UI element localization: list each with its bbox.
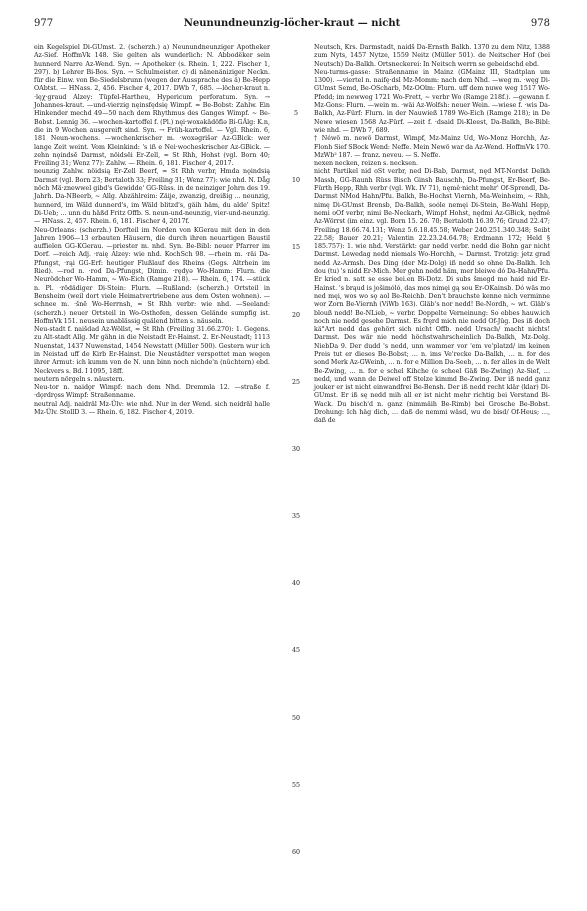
page-header [34, 18, 550, 34]
line-number: 45 [291, 647, 300, 654]
entry-paragraph: neunzig Zahlw. nöidsią Er-Zell Beerf, ≈ St Rhh verbr, Hmda nǫindsią Darmst (vgl. Born 23; Bertaloth 33; Freiling 31; Wenz 77): wie nhd. N. Dåg nöch Mä·znewwel gibd's Gewidde' GG-Rüss. in de neinziger Johrn des 19. Jahrh. Da-NBeerb, ~ Allg. Abzählreim: Zäije, zwanzig, dreißig … neunzig, hunnerd, im Wäld dunnerd's, im Wäld blitzd's, gäih häm, du alde' Spitz! Di-Ueb; … unn du häßd Fritz Offb. S. neun-und-neunzig, vier-und-neunzig. — HNass. 2, 457. Rhein. 6, 181. Fischer 4, 2017f. [34, 168, 270, 226]
line-number: 55 [291, 782, 300, 789]
left-column [34, 44, 270, 417]
line-number: 60 [291, 849, 300, 856]
entry-paragraph: ein Kegelspiel Di-GUmst. 2. (scherzh.) a) Neunundneunziger Apotheker Az-Sief. HoffmVk 148. Sie gelten als wunderlich: N. Abbodëker sein hunnerd Narre Az-Wend. Syn. → Apotheker (s. Rhein. 1, 222. Fischer 1, 297). b) Lehrer Bi-Bos. Syn. → Schulmeister. c) di nänenäniziger Neckn. für die Einw. von Be-Siedelsbrunn (wegen der Aussprache des ä) Be-Hepp OAbtst. — HNass. 2, 456. Fischer 4, 2017. DWb 7, 685. —löcher-kraut n. ·lęχ·graud Alzey: Tüpfel-Hartheu, Hypericum perforatum. Syn. → Johannes-kraut. —und-vierzig nęinsfędsię Wimpf. ≈ Be-Bobst: Zahlw. Ein Hinkender mechd 49—50 nach dem Rhythmus des Ganges Wimpf. ~ Be-Bobst. Lennig 36. —wochen-kartoffel f. (Pl.) nęi·woxəkädöflə Bi-GÄlg: K.n, die in 9 Wochen ausgereift sind. Syn. → Früh-kartoffel. — Vgl. Rhein. 6, 181 Neun-wochens. —wochenkrischer m. ·woxəgrišər Az-GBick: wer lange Zeit weint. Vom Kleinkind: 's iß e Nei·wocheskrischer Az-GBick. —zehn nǫindsē Darmst, nöidsēi Er-Zell, ≈ St Rhh, Hohst (vgl. Born 40; Freiling 31; Wenz 77): Zahlw. — Rhein. 6, 181. Fischer 4, 2017. [34, 44, 270, 168]
entry-paragraph: Neu-tor n. naidǫr Wimpf: nach dem Nhd. Dremmla 12. —straße f. ·dǫrdrǫss Wimpf: Straßenname. [34, 384, 270, 400]
entry-paragraph: Neu-turms-gasse: Straßenname in Mainz (GMainz III, Stadtplan um 1300). —viertel n. naifę·dsl Mz-Momm: nach dem Nhd. —weg m. ·węg Di-GUmst Semd, Be-OScharb, Mz-OOlm: Flurn. uff dem nuwe weg 1517 Wo-Pfedd; im newweg 1721 Wo-Frett, ~ verbr Wo (Ramge 218f.). —gewann f. Mz-Gons: Flurn. —wein m. ·wäi Az-Wolfsh: neuer Wein. —wiese f. ·wis Da-Balkh, Az-Fürf: Flurn. in der Nauwieß 1789 Wo-Eich (Ramge 218); in De Newe wiesen 1568 Az-Fürf. —zeit f. ·dsaid Di-Kleest, Da-Balkh, Be-Bibl: wie nhd. — DWb 7, 689. [314, 68, 550, 134]
line-number: 40 [291, 580, 300, 587]
line-number: 50 [291, 715, 300, 722]
line-number: 35 [291, 513, 300, 520]
entry-paragraph: nicht Partikel nid oSt verbr, ned Di-Bab, Darmst, nęd MT-Nordst Delkh Massh, GG-Raunh Rüss Bisch Ginsh Bauschh, Da-Pfungst, Er-Beerf, Be-Fürth Hepp, Rhh verbr (vgl. Wk. IV 71), nęmě·nicht mehr' Of-Sprendl, Da-Darmst NMod Hahn/Pfu. Balkh, Be-Hochst Viernh, Ma-Weinheim, ~ Rhh, nimę Di-GUmst Brensb, Da-Balkh, soóle nemęi Di-Stein, Be-Wahl Hepp, nemi oOf verbr, nimi Be-Neckarh, Wimpf Hohst, nędmi Az-GBick, nędmě Az-Wörrst (im einz. vgl. Born 15. 26. 70; Bertaloth 16.39.76; Grund 22.47; Freiling 18.66.74.131; Wenz 5.6.18.45.58; Weber 240.251.340.348; Seibt 22.58; Bauer 20.21; Valentin 22.23.24.64.78; Erdmann 172; Held § 185.757): 1. wie nhd. Verstärkt: gar nedd verbr. nedd die Bohn gar nicht Darmst. Lewedag nedd niemals Wo-Horchh, ~ Darmst. Trotzig: jetz grad nedd Az-Armsh. Des Ding (der Mz-Dolg) iß nedd so ohne Da-Balkh. Ich dou (tu) 's nidd Er-Mich. Mer gehn nedd häm, mer bleiwe dó Da-Hahn/Pfu. Er kried n. satt se esse bei.en Bi-Dotz. Di subs šmegd mo haid nid Er-Hainst. 's brąud is jošimóló, das mos nimęi gą sou Er-OKainsb. Dó wäs mo ned męi, wos wo sǫ aol Be-Reichb. Den't brauchste kenne nich verminne wor Zorn Be-Viernh (ViWb 163). Gläb's nor nedd! Be-Nordh, ~ wt. Gläb's blouß nedd! Be-NLieb, ~ verbr. Doppelte Verneinung: So ebbes hauw.ich noch nie nedd gesehe Darmst. Es fręrd mich nie nedd Of-Jüg. Des iß doch kä°Art nedd das gehört sich nicht Offb. nedd Ursach/ macht nichts! Darmst. Des wär nie nedd höchstwahrscheinlich Da-Balkh, Mz-Dolg. NiebDa 9. Der dudd 's nedd, unn wammer vor 'em ve'platzd/ im keinen Preis tut er dieses Be-Bobst; … n. ims Ve'recke Da-Balkh, … n. for des sond Merk Az-GWeinh, … n. for e Million Da-Seeb, … n. fer alles in de Welt Be-Zwing, … n. for e schel Kihche (e scheel Gäß Be-Zwing) Az-Sief, … nedd, und wann de Deiwel off Stelze kimmd Be-Zwing. Der iß nedd ganz jouker er ist nicht einwandfrei Be-Bensh. Der iß nedd recht klär (klar) Di-GUmst. Er iß sę nedd mih all er ist nicht mehr richtig bei Verstand Bi-Wack. Du bisch'd n. ganz (nimmäih Be-Rimb) bei Grosche Be-Bobst. Drohung: Ich häg dich, … daß de nemmi wäsd, wu de bisd/ Of-Heus; …, daß de [314, 168, 550, 425]
page-number-left: 977 [34, 18, 54, 29]
running-title: Neunundneunzig-löcher-kraut — nicht [183, 18, 401, 29]
entry-paragraph: Neutsch, Krs. Darmstadt, naidš Da-Ernsth Balkh. 1370 zu dem Nitz, 1388 zum Nyts, 1457 Nytze, 1559 Neitz (Müller 501). de Neitscher Hof (bei Neutsch) Da-Balkh. Ortsneckerei: In Neitsch werrn se gebeidschd ebd. [314, 44, 550, 68]
line-number-gutter [286, 44, 306, 864]
entry-paragraph: † Néwö m. newö Darmst, Wimpf, Mz-Mainz Ud, Wo-Monz Horchh, Az-Flonh Sief SBock Wend: Neffe. Mein Newö war da Az-Wend. HoffmVk 170. MzWb² 187. — franz. neveu. — S. Neffe. [314, 135, 550, 159]
entry-paragraph: neutern nörgeln s. näustern. [34, 375, 125, 383]
entry-paragraph: nexen necken, reizen s. necksen. [314, 160, 419, 168]
line-number: 5 [293, 110, 298, 117]
right-column [314, 44, 550, 426]
line-number: 20 [291, 312, 300, 319]
line-number: 10 [291, 177, 300, 184]
page-number-right: 978 [530, 18, 550, 29]
entry-paragraph: Neu-Orleans: (scherzh.) Dorfteil im Norden von KGerau mit den in den Jahren 1906—13 erbauten Häusern, die durch ihren neuartigen Baustil auffielen GG-KGerau. —priester m. nhd. Syn. Be-Bibl: neuer Pfarrer im Dorf. —reich Adj. ·raię Alzey: wie nhd. KochSch 98. —rhein m. ·räi Da-Pfungst, ·rąi GG-Erf: heutiger Flußlauf des Rheins (Gegs. Altrhein im Ried). —rod n. ·rod Da-Pfungst, Dimin. ·rędyə Wo-Hamm: Flurn. die Neurödcher Wo-Hamm, ~ Wo-Eich (Ramge 218). — Rhein. 6, 174. —stück n. Pl. ·rödädiger Di-Stein: Flurn. —Rußland: (scherzh.) Ortsteil in Bensheim (weil dort viele Heimatvertriebene aus dem Osten wohnen). —schnee m. ·šnē Wo-Herrnsh, ≈ St Rhh verbr: wie nhd. —Seeland: (scherzh.) neuer Ortsteil in Wo-Osthofen, dessen Gelände sumpfig ist. HoffmVk 151. neusein unablässig quälend bitten s. näuseln. [34, 226, 270, 325]
line-number: 15 [291, 244, 300, 251]
entry-paragraph: Neu-stadt f. naišdad Az-Wöllst, ≈ St Rhh (Freiling 31.66.270): 1. Gegens. zu Alt-stadt Allg. Mr gähn in die Neistadt Er-Hainst. 2. Er-Neustadt; 1113 Nuenstat, 1437 Nuwenstad, 1454 Newstatt (Müller 500). Gestern wur ich in Neistad uff de Kirb Er-Hainst. Die Neustädter verspottet man wegen ihrer Armut: ich kumm von de N. unn binn noch nichde'n (nüchtern) ebd. Neckvers s. Bd. I 1095, 18ff. [34, 326, 270, 375]
line-number: 30 [291, 446, 300, 453]
entry-paragraph: neutral Adj. naidräl Mz-Ülv: wie nhd. Nur in der Wend. sich neidräl halle Mz-Ülv. StollD 3. — Rhein. 6, 182. Fischer 4, 2019. [34, 400, 270, 417]
line-number: 25 [291, 379, 300, 386]
